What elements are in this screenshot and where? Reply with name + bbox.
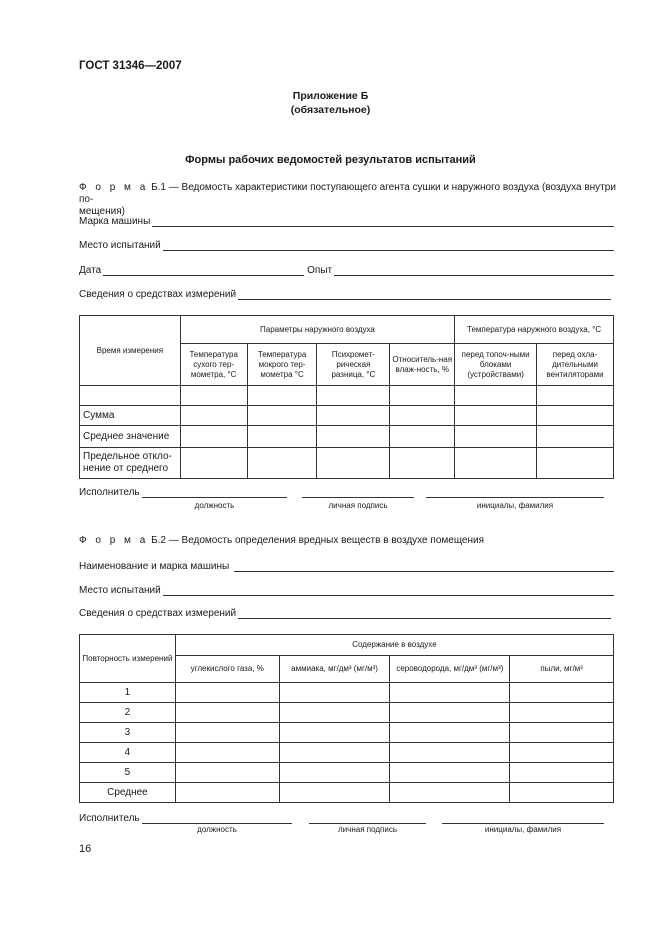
- form2-description-text: — Ведомость определения вредных веществ в воздухе помещения: [168, 535, 485, 546]
- form2-label: Ф о р м а: [79, 535, 149, 546]
- row-label: [80, 386, 181, 406]
- table-cell[interactable]: [390, 406, 455, 426]
- table-cell[interactable]: [247, 406, 317, 426]
- caption-sign: личная подпись: [338, 825, 397, 834]
- form1-signature-label: Исполнитель: [79, 487, 140, 498]
- table-row: [80, 426, 614, 448]
- form2-signature-label: Исполнитель: [79, 813, 140, 824]
- signature-line-sign[interactable]: [302, 496, 414, 498]
- table-cell[interactable]: [317, 406, 390, 426]
- table-row: [80, 743, 614, 763]
- signature-line-sign[interactable]: [309, 822, 426, 824]
- table-cell[interactable]: [537, 426, 614, 448]
- page-number: 16: [79, 843, 92, 855]
- field-line[interactable]: [163, 586, 614, 596]
- field-label-date: Дата: [79, 265, 102, 276]
- field-line[interactable]: [238, 609, 611, 619]
- table-cell[interactable]: [279, 743, 390, 763]
- form2-number: Б.2: [151, 535, 166, 546]
- row-label: 3: [80, 723, 176, 743]
- field-line[interactable]: [152, 217, 614, 227]
- form1-field-machine[interactable]: [79, 216, 614, 227]
- table-cell[interactable]: [537, 386, 614, 406]
- table-cell[interactable]: [455, 386, 537, 406]
- field-label-experiment: Опыт: [307, 265, 333, 276]
- sub-header: Температура мокрого тер-мометра °С: [247, 344, 317, 386]
- form2-description: [79, 535, 484, 547]
- caption-sign: личная подпись: [328, 501, 388, 510]
- row-label: 2: [80, 703, 176, 723]
- form1-label: Ф о р м а: [79, 182, 149, 193]
- sub-header: углекислого газа, %: [175, 656, 279, 683]
- form1-description: [79, 182, 619, 218]
- table-cell[interactable]: [390, 723, 510, 743]
- caption-position: должность: [194, 501, 235, 510]
- table-cell[interactable]: [390, 448, 455, 479]
- group-temp-header: Температура наружного воздуха, °С: [455, 316, 614, 344]
- table-cell[interactable]: [455, 448, 537, 479]
- table-cell[interactable]: [510, 783, 614, 803]
- table-row: [80, 448, 614, 479]
- table-cell[interactable]: [317, 448, 390, 479]
- row-label: 4: [80, 743, 176, 763]
- row-label: 5: [80, 763, 176, 783]
- form1-number: Б.1: [151, 182, 166, 193]
- sub-header: перед охла-дительными вентиляторами: [537, 344, 614, 386]
- col-time-header: Время измерения: [80, 316, 181, 386]
- table-cell[interactable]: [279, 683, 390, 703]
- date-line[interactable]: [103, 266, 304, 276]
- table-cell[interactable]: [279, 783, 390, 803]
- table-cell[interactable]: [175, 763, 279, 783]
- field-line[interactable]: [238, 290, 611, 300]
- form2-field-name[interactable]: [79, 561, 614, 572]
- group-outdoor-header: Параметры наружного воздуха: [180, 316, 454, 344]
- table-row: [80, 406, 614, 426]
- table-cell[interactable]: [279, 703, 390, 723]
- table-cell[interactable]: [247, 426, 317, 448]
- signature-line-name[interactable]: [442, 822, 604, 824]
- group-header: Содержание в воздухе: [175, 635, 613, 656]
- appendix-title: Приложение Б: [292, 90, 369, 102]
- table-row: [80, 763, 614, 783]
- table-cell[interactable]: [180, 386, 247, 406]
- table-cell[interactable]: [510, 683, 614, 703]
- table-cell[interactable]: [390, 703, 510, 723]
- form1-field-place[interactable]: [79, 240, 614, 251]
- sub-header: сероводорода, мг/дм³ (мг/м³): [390, 656, 510, 683]
- form1-description-line1: — Ведомость характеристики поступающего агента сушки и наружного воздуха (воздуха внутри по-: [79, 182, 616, 205]
- table-cell[interactable]: [510, 763, 614, 783]
- table-cell[interactable]: [247, 386, 317, 406]
- table-cell[interactable]: [180, 426, 247, 448]
- table-cell[interactable]: [180, 406, 247, 426]
- appendix-subtitle: (обязательное): [290, 104, 371, 116]
- table-row: [80, 386, 614, 406]
- table-cell[interactable]: [317, 386, 390, 406]
- main-title: Формы рабочих ведомостей результатов испытаний: [185, 154, 476, 166]
- caption-position: должность: [197, 825, 237, 834]
- form1-field-instruments[interactable]: [79, 289, 611, 300]
- form2-table: [79, 634, 614, 803]
- form1-description-line2: мещения): [79, 206, 125, 217]
- caption-name: инициалы, фамилия: [476, 501, 554, 510]
- table-cell[interactable]: [537, 448, 614, 479]
- table-cell[interactable]: [175, 723, 279, 743]
- table-cell[interactable]: [390, 426, 455, 448]
- row-label: Среднее значение: [80, 426, 181, 448]
- table-cell[interactable]: [455, 426, 537, 448]
- signature-line-name[interactable]: [426, 496, 604, 498]
- table-cell[interactable]: [175, 783, 279, 803]
- table-cell[interactable]: [317, 426, 390, 448]
- field-label: Место испытаний: [79, 585, 161, 596]
- table-row: [80, 683, 614, 703]
- table-cell[interactable]: [390, 763, 510, 783]
- table-cell[interactable]: [390, 743, 510, 763]
- table-cell[interactable]: [175, 683, 279, 703]
- sub-header: Температура сухого тер-мометра, °С: [180, 344, 247, 386]
- sub-header: перед топоч-ными блоками (устройствами): [455, 344, 537, 386]
- sub-header: Относитель-ная влаж-ность, %: [390, 344, 455, 386]
- form2-field-place[interactable]: [79, 585, 614, 596]
- table-cell[interactable]: [180, 448, 247, 479]
- sub-header: аммиака, мг/дм³ (мг/м³): [279, 656, 390, 683]
- table-cell[interactable]: [455, 406, 537, 426]
- table-cell[interactable]: [279, 763, 390, 783]
- field-line[interactable]: [163, 241, 614, 251]
- table-cell[interactable]: [510, 703, 614, 723]
- table-cell[interactable]: [510, 743, 614, 763]
- sub-header: Психромет-рическая разница, °С: [317, 344, 390, 386]
- table-cell[interactable]: [390, 783, 510, 803]
- table-cell[interactable]: [175, 743, 279, 763]
- field-label: Сведения о средствах измерений: [79, 289, 237, 300]
- row-label: Сумма: [80, 406, 181, 426]
- table-cell[interactable]: [537, 406, 614, 426]
- table-cell[interactable]: [390, 386, 455, 406]
- standard-header: ГОСТ 31346—2007: [79, 60, 182, 72]
- field-line[interactable]: [234, 562, 614, 572]
- form2-field-instruments[interactable]: [79, 608, 611, 619]
- table-row: [80, 723, 614, 743]
- caption-name: инициалы, фамилия: [484, 825, 562, 834]
- table-row: [80, 783, 614, 803]
- col-repeat-header: Повторность измерений: [80, 635, 176, 683]
- row-label: Среднее: [80, 783, 176, 803]
- row-label: Предельное откло-нение от среднего: [80, 448, 181, 479]
- field-label: Место испытаний: [79, 240, 161, 251]
- field-label: Сведения о средствах измерений: [79, 608, 237, 619]
- sub-header: пыли, мг/м³: [510, 656, 614, 683]
- table-cell[interactable]: [390, 683, 510, 703]
- table-cell[interactable]: [247, 448, 317, 479]
- experiment-line[interactable]: [334, 266, 614, 276]
- table-row: [80, 703, 614, 723]
- form1-table: [79, 315, 614, 479]
- field-label: Марка машины: [79, 216, 151, 227]
- signature-line-position[interactable]: [142, 496, 287, 498]
- table-cell[interactable]: [279, 723, 390, 743]
- table-cell[interactable]: [175, 703, 279, 723]
- row-label: 1: [80, 683, 176, 703]
- table-cell[interactable]: [510, 723, 614, 743]
- signature-line-position[interactable]: [142, 822, 292, 824]
- form1-field-date-experiment[interactable]: [79, 265, 614, 276]
- field-label: Наименование и марка машины: [79, 561, 230, 572]
